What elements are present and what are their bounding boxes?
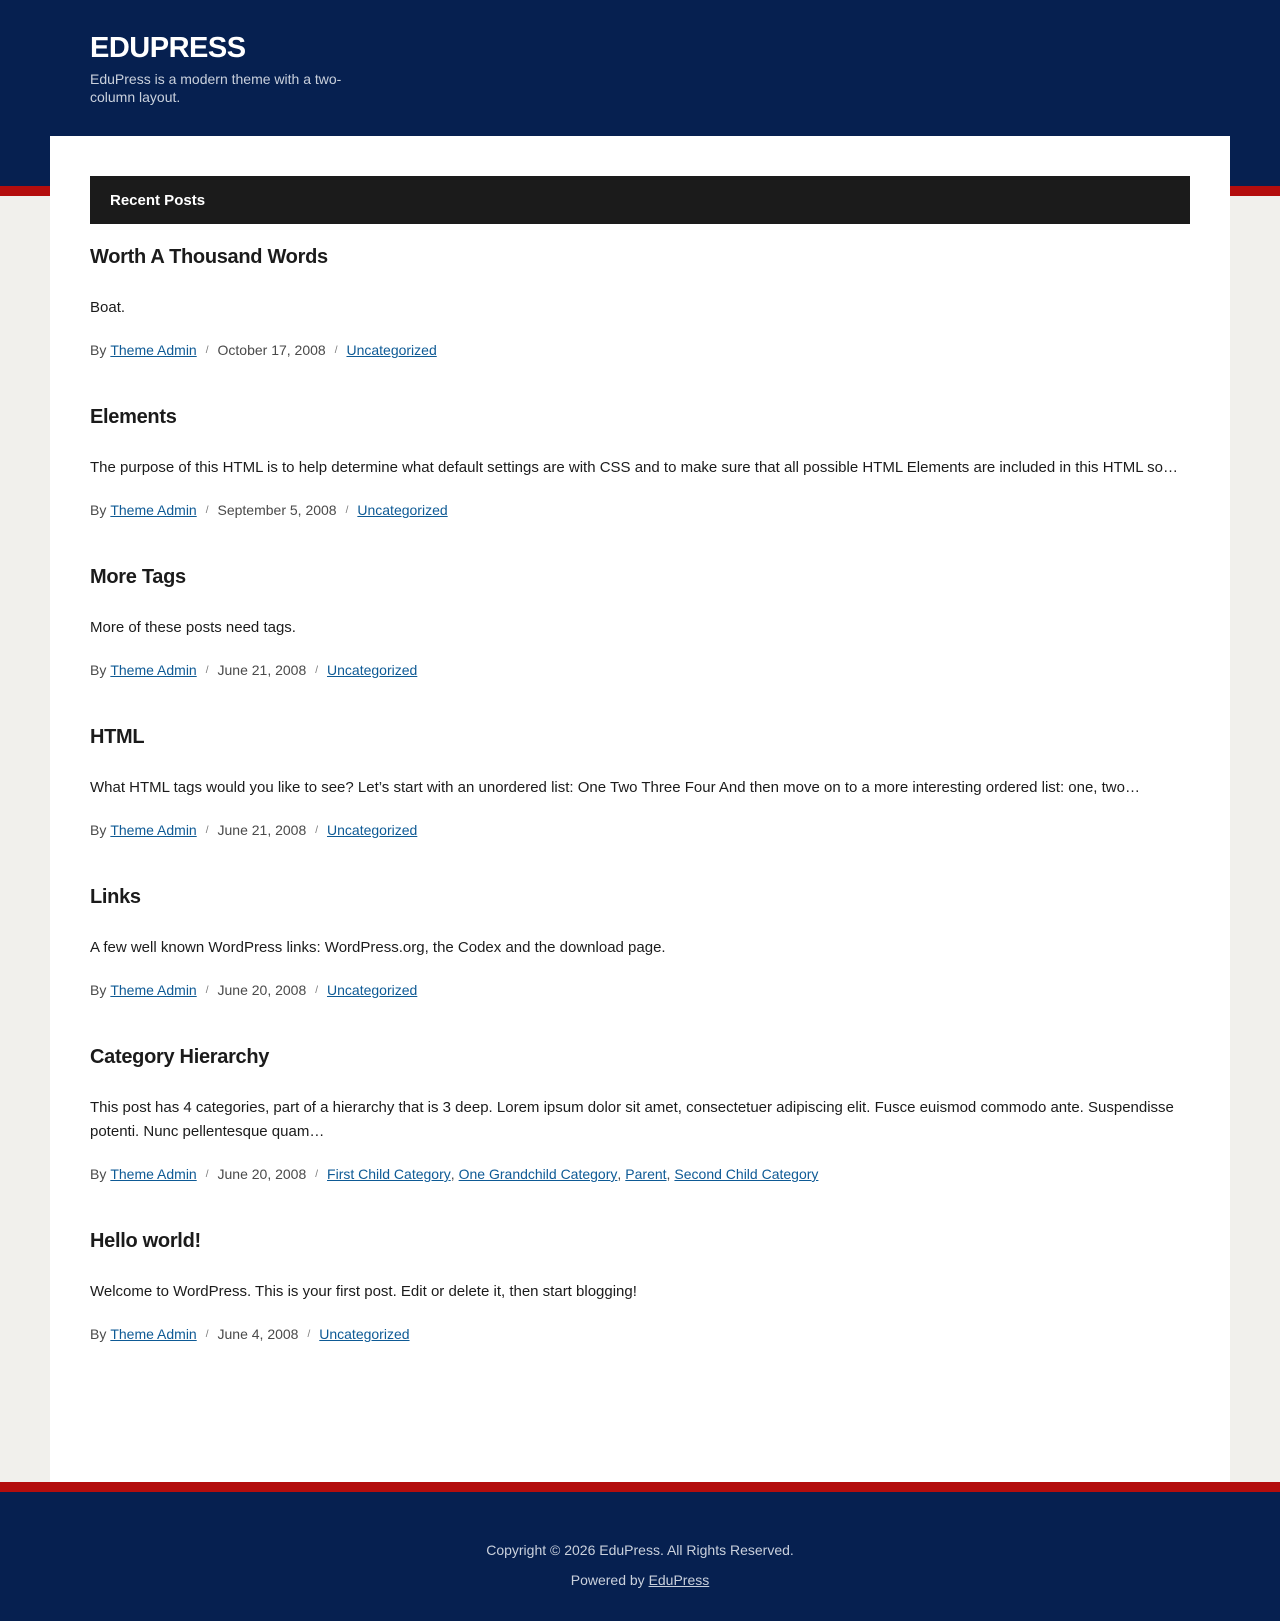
meta-separator: / — [315, 665, 319, 676]
recent-posts-heading — [90, 176, 1190, 224]
meta-separator: / — [315, 825, 319, 836]
category-comma: , — [617, 1166, 622, 1182]
post-meta — [90, 660, 1190, 680]
post-author-link[interactable]: Theme Admin — [110, 502, 197, 518]
meta-separator: / — [315, 985, 319, 996]
meta-separator: / — [315, 1169, 319, 1180]
post-item — [90, 564, 1190, 680]
post-meta — [90, 980, 1190, 1000]
post-category-link[interactable]: Uncategorized — [327, 982, 418, 998]
post-category-link[interactable]: Uncategorized — [327, 822, 418, 838]
post-meta — [90, 500, 1190, 520]
post-category-link[interactable]: Uncategorized — [319, 1326, 410, 1342]
post-excerpt: The purpose of this HTML is to help determine what default settings are with CSS and to make sure that all possible HTML Elements are included in this HTML so… — [90, 459, 1179, 476]
recent-posts-heading-label: Recent Posts — [110, 191, 206, 209]
post-author-link[interactable]: Theme Admin — [110, 1166, 197, 1182]
post-item — [90, 1044, 1190, 1184]
site-footer — [0, 1492, 1280, 1621]
post-author-prefix: By — [90, 662, 107, 678]
post-item — [90, 404, 1190, 520]
meta-separator: / — [205, 345, 209, 356]
post-author-prefix: By — [90, 822, 107, 838]
post-item — [90, 884, 1190, 1000]
footer-accent-stripe — [0, 1482, 1280, 1492]
post-category-link[interactable]: First Child Category — [327, 1166, 451, 1182]
post-meta — [90, 340, 1190, 360]
post-date: June 21, 2008 — [217, 662, 307, 678]
post-date: October 17, 2008 — [217, 342, 326, 358]
meta-separator: / — [307, 1329, 311, 1340]
post-list — [90, 244, 1190, 1388]
post-author-link[interactable]: Theme Admin — [110, 662, 197, 678]
powered-by-link[interactable]: EduPress — [648, 1572, 710, 1588]
post-excerpt: Welcome to WordPress. This is your first post. Edit or delete it, then start blogging! — [90, 1283, 637, 1300]
meta-separator: / — [334, 345, 338, 356]
footer-powered-by — [0, 1572, 1280, 1588]
post-author-prefix: By — [90, 502, 107, 518]
category-comma: , — [666, 1166, 671, 1182]
category-comma: , — [450, 1166, 455, 1182]
footer-copyright: Copyright © 2026 EduPress. All Rights Reserved. — [486, 1542, 794, 1558]
post-title[interactable]: Links — [90, 886, 141, 908]
meta-separator: / — [205, 825, 209, 836]
meta-separator: / — [345, 505, 349, 516]
post-category-link[interactable]: Second Child Category — [674, 1166, 819, 1182]
post-excerpt: What HTML tags would you like to see? Let’s start with an unordered list: One Two Three Four And then move on to a more interesting ordered list: one, two… — [90, 779, 1140, 796]
post-author-prefix: By — [90, 982, 107, 998]
post-item — [90, 244, 1190, 360]
main-content — [50, 136, 1230, 1482]
post-excerpt: A few well known WordPress links: WordPress.org, the Codex and the download page. — [90, 939, 666, 956]
site-title-link[interactable]: EDUPRESS — [90, 32, 246, 64]
post-date: June 4, 2008 — [217, 1326, 299, 1342]
post-author-link[interactable]: Theme Admin — [110, 342, 197, 358]
meta-separator: / — [205, 505, 209, 516]
post-meta — [90, 820, 1190, 840]
meta-separator: / — [205, 665, 209, 676]
post-meta — [90, 1324, 1190, 1344]
post-title[interactable]: Elements — [90, 406, 177, 428]
meta-separator: / — [205, 1169, 209, 1180]
post-title[interactable]: Worth A Thousand Words — [90, 246, 328, 268]
post-title[interactable]: HTML — [90, 726, 145, 748]
post-excerpt: Boat. — [90, 299, 126, 316]
post-category-link[interactable]: Uncategorized — [357, 502, 448, 518]
post-author-prefix: By — [90, 1166, 107, 1182]
site-branding — [90, 30, 390, 106]
post-category-link[interactable]: Parent — [625, 1166, 667, 1182]
post-title[interactable]: More Tags — [90, 566, 186, 588]
post-category-link[interactable]: Uncategorized — [327, 662, 418, 678]
post-author-link[interactable]: Theme Admin — [110, 982, 197, 998]
post-title[interactable]: Category Hierarchy — [90, 1046, 270, 1068]
post-item — [90, 724, 1190, 840]
powered-by-label: Powered by — [570, 1572, 645, 1588]
post-item — [90, 1228, 1190, 1344]
post-author-prefix: By — [90, 1326, 107, 1342]
post-author-link[interactable]: Theme Admin — [110, 1326, 197, 1342]
post-date: June 20, 2008 — [217, 982, 307, 998]
post-excerpt: This post has 4 categories, part of a hierarchy that is 3 deep. Lorem ipsum dolor sit amet, consectetuer adipiscing elit. Fusce euismod commodo ante. Suspendisse potenti. Nunc pellentesque quam… — [90, 1099, 1174, 1140]
post-category-link[interactable]: One Grandchild Category — [458, 1166, 618, 1182]
meta-separator: / — [205, 985, 209, 996]
post-date: September 5, 2008 — [217, 502, 337, 518]
post-author-prefix: By — [90, 342, 107, 358]
post-author-link[interactable]: Theme Admin — [110, 822, 197, 838]
site-description: EduPress is a modern theme with a two-column layout. — [90, 71, 342, 105]
post-title[interactable]: Hello world! — [90, 1230, 201, 1252]
post-meta — [90, 1164, 1190, 1184]
post-date: June 21, 2008 — [217, 822, 307, 838]
post-category-link[interactable]: Uncategorized — [346, 342, 437, 358]
post-date: June 20, 2008 — [217, 1166, 307, 1182]
post-excerpt: More of these posts need tags. — [90, 619, 296, 636]
meta-separator: / — [205, 1329, 209, 1340]
